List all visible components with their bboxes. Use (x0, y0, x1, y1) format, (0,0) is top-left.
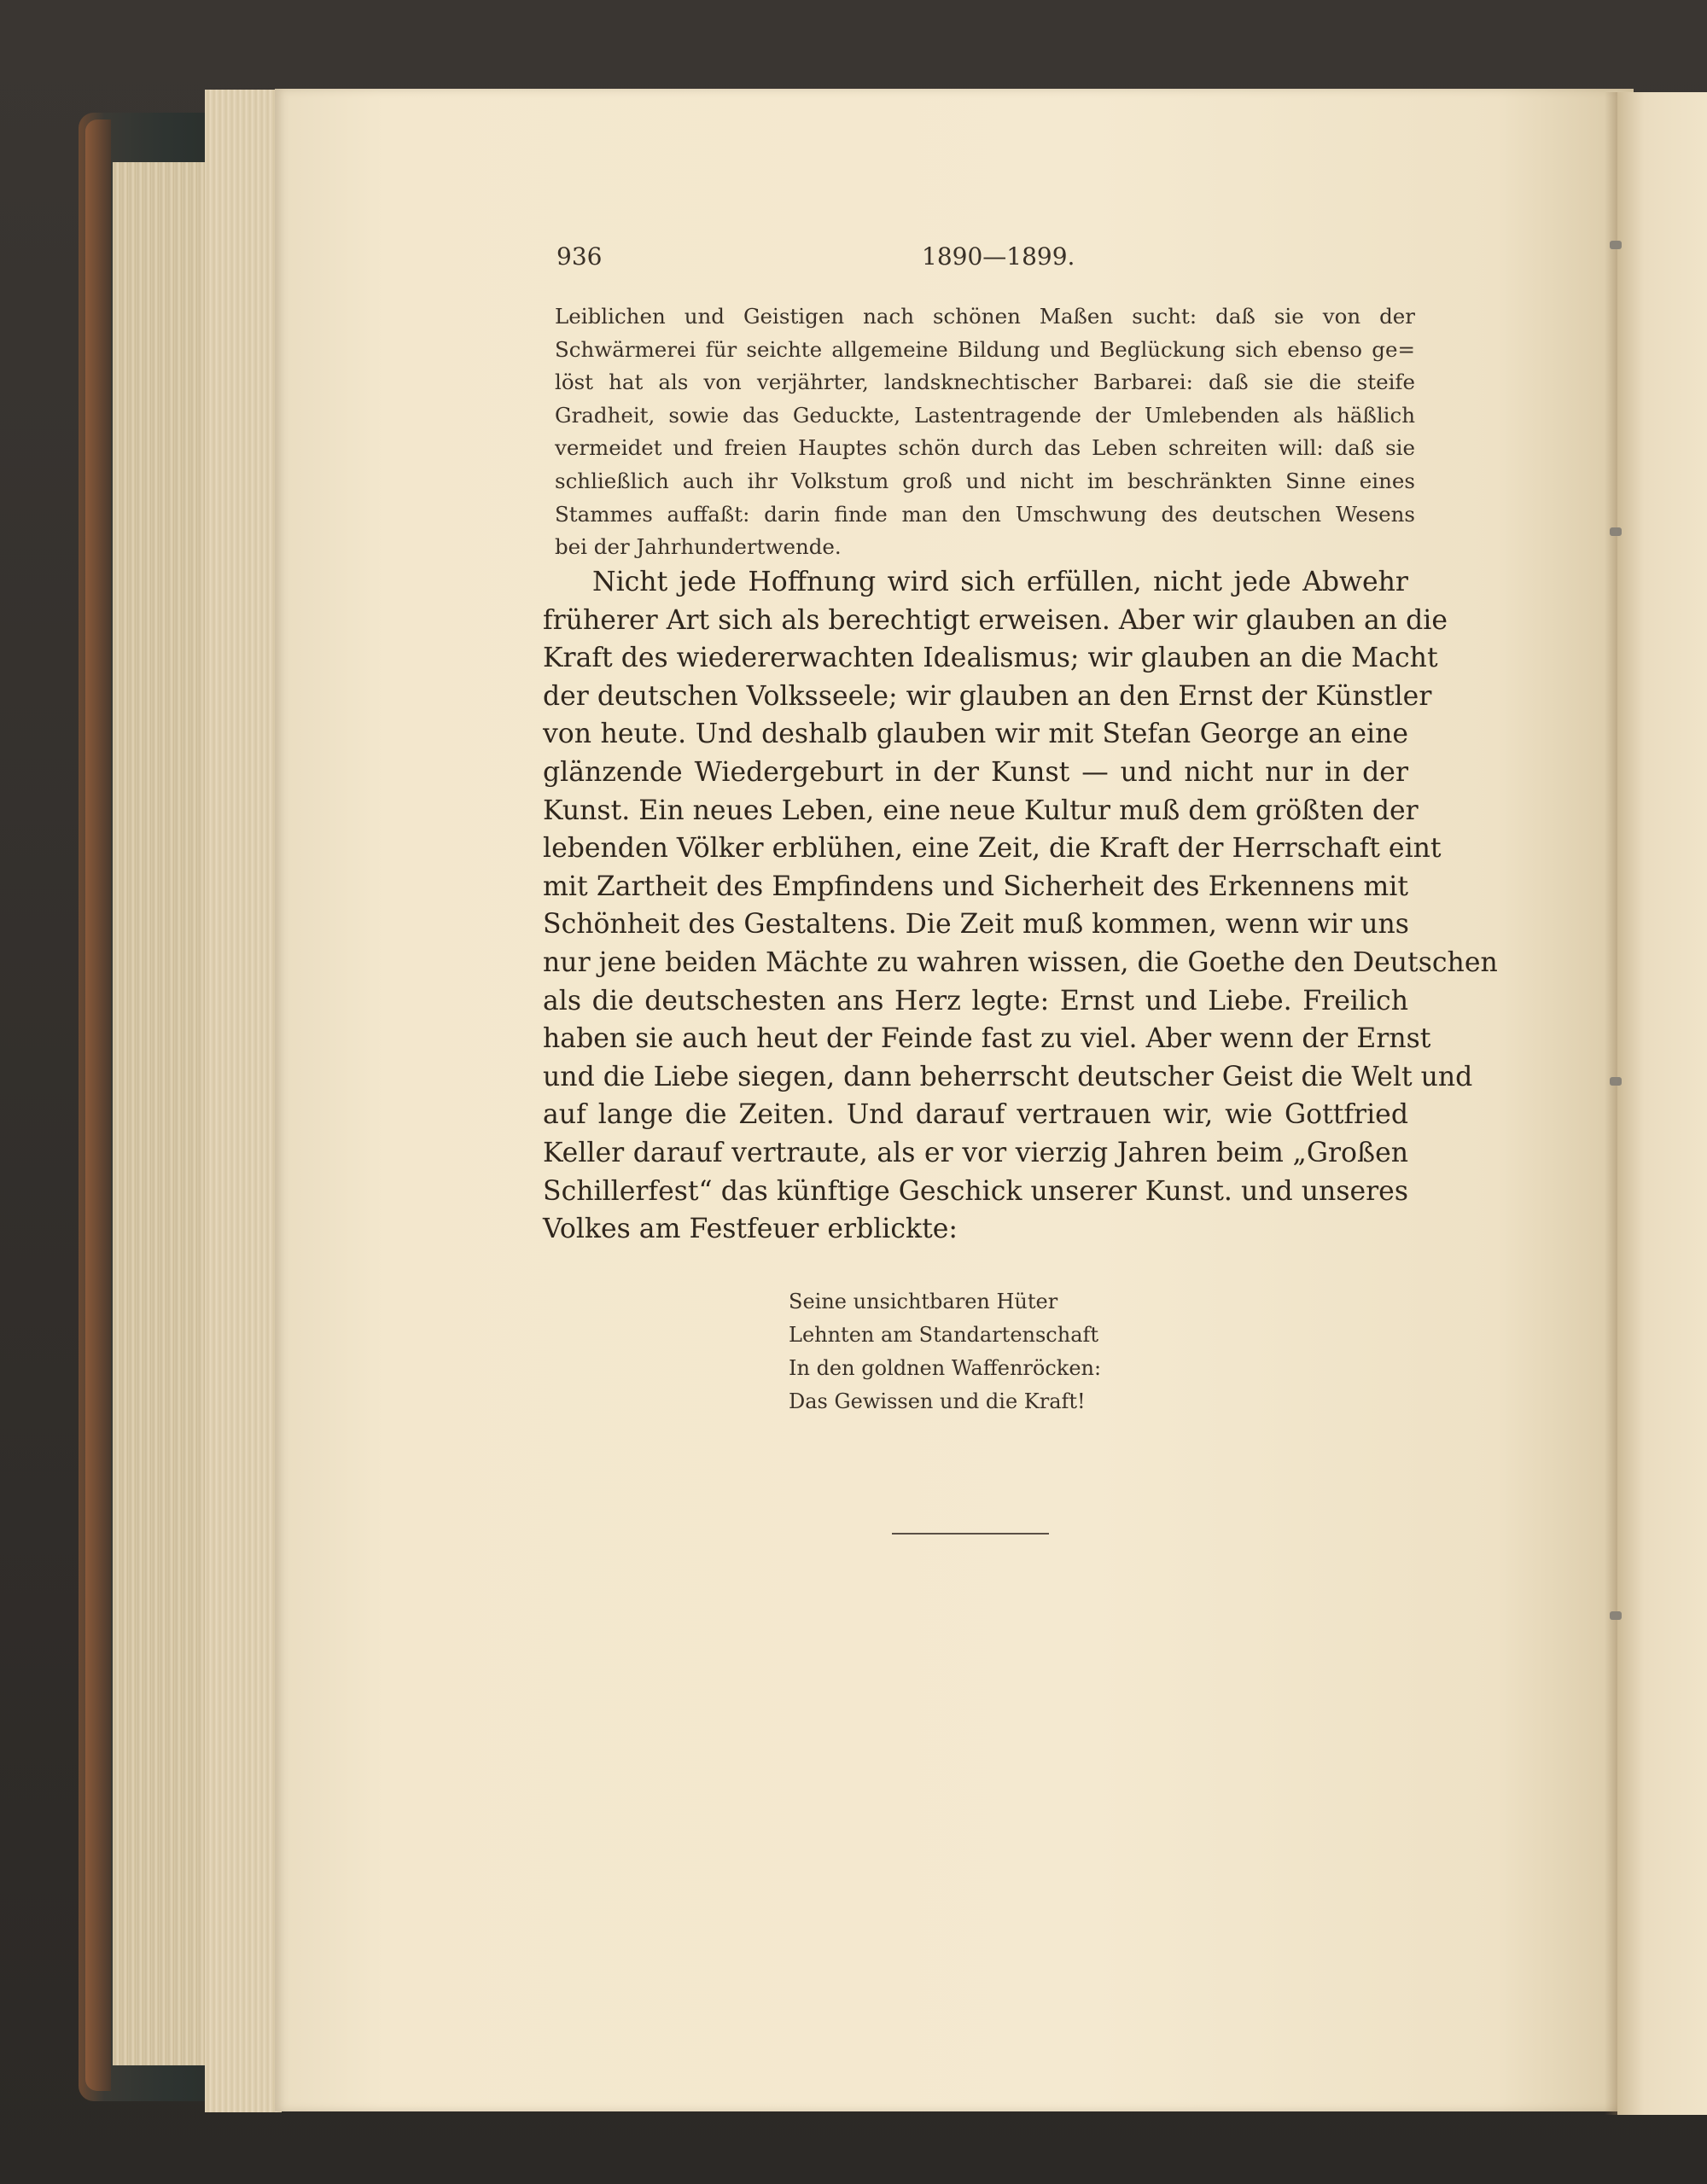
text-line: Stammes auffaßt: darin finde man den Umschwung des deutschen Wesens (555, 501, 1415, 527)
text-line: und die Liebe siegen, dann beherrscht deutscher Geist die Welt und (543, 1061, 1473, 1092)
text-line: Kunst. Ein neues Leben, eine neue Kultur muß dem größten der (543, 795, 1419, 826)
text-line: auf lange die Zeiten. Und darauf vertrauen wir, wie Gottfried (543, 1099, 1408, 1131)
quoted-paragraph (555, 300, 1415, 564)
running-head: 1890—1899. (922, 242, 1075, 271)
binding-stitch-icon (1610, 241, 1622, 249)
section-end-rule (892, 1533, 1049, 1535)
text-line: Schillerfest“ das künftige Geschick unserer Kunst. und unseres (543, 1175, 1408, 1207)
page-stack-edge (205, 90, 282, 2112)
verse-quote (789, 1285, 1232, 1418)
text-line: früherer Art sich als berechtigt erweisen. Aber wir glauben an die (543, 604, 1448, 636)
text-line: löst hat als von verjährter, landsknechtischer Barbarei: daß sie die steife (555, 370, 1415, 395)
text-line: Nicht jede Hoffnung wird sich erfüllen, nicht jede Abwehr (592, 567, 1408, 597)
text-line: von heute. Und deshalb glauben wir mit Stefan George an eine (543, 719, 1408, 750)
text-line: Gradheit, sowie das Geduckte, Lastentragende der Umlebenden als häßlich (555, 402, 1415, 428)
verse-line: Seine unsichtbaren Hüter (789, 1290, 1058, 1313)
verse-line: Lehnten am Standartenschaft (789, 1323, 1099, 1347)
text-line: der deutschen Volksseele; wir glauben an den Ernst der Künstler (543, 680, 1432, 712)
text-line: mit Zartheit des Empfindens und Sicherheit des Erkennens mit (543, 871, 1408, 902)
binding-stitch-icon (1610, 527, 1622, 536)
text-line: lebenden Völker erblühen, eine Zeit, die Kraft der Herrschaft eint (543, 833, 1442, 865)
text-line: glänzende Wiedergeburt in der Kunst — und nicht nur in der (543, 756, 1408, 788)
text-line: vermeidet und freien Hauptes schön durch das Leben schreiten will: daß sie (555, 435, 1415, 461)
page-header (556, 242, 1410, 273)
facing-page (1617, 92, 1707, 2115)
body-paragraph (543, 563, 1498, 1249)
text-line: Schönheit des Gestaltens. Die Zeit muß kommen, wenn wir uns (543, 909, 1409, 941)
text-line: Volkes am Festfeuer erblickte: (543, 1214, 958, 1245)
verse-line: In den goldnen Waffenröcken: (789, 1356, 1102, 1380)
text-line: haben sie auch heut der Feinde fast zu viel. Aber wenn der Ernst (543, 1023, 1431, 1055)
text-line: schließlich auch ihr Volkstum groß und nicht im beschränkten Sinne eines (555, 468, 1415, 493)
text-line: Kraft des wiedererwachten Idealismus; wir glauben an die Macht (543, 643, 1438, 674)
verse-line: Das Gewissen und die Kraft! (789, 1389, 1086, 1413)
binding-stitch-icon (1610, 1077, 1622, 1086)
text-line: als die deutschesten ans Herz legte: Ernst und Liebe. Freilich (543, 985, 1408, 1016)
text-line: Leiblichen und Geistigen nach schönen Maßen sucht: daß sie von der (555, 304, 1415, 329)
text-line: bei der Jahrhundertwende. (555, 534, 842, 560)
page-number: 936 (556, 242, 603, 271)
text-line: Keller darauf vertraute, als er vor vierzig Jahren beim „Großen (543, 1137, 1408, 1168)
binding-stitch-icon (1610, 1611, 1622, 1620)
text-line: nur jene beiden Mächte zu wahren wissen, die Goethe den Deutschen (543, 946, 1498, 978)
cover-edge (85, 119, 111, 2091)
text-line: Schwärmerei für seichte allgemeine Bildung und Beglückung sich ebenso ge= (555, 336, 1415, 362)
